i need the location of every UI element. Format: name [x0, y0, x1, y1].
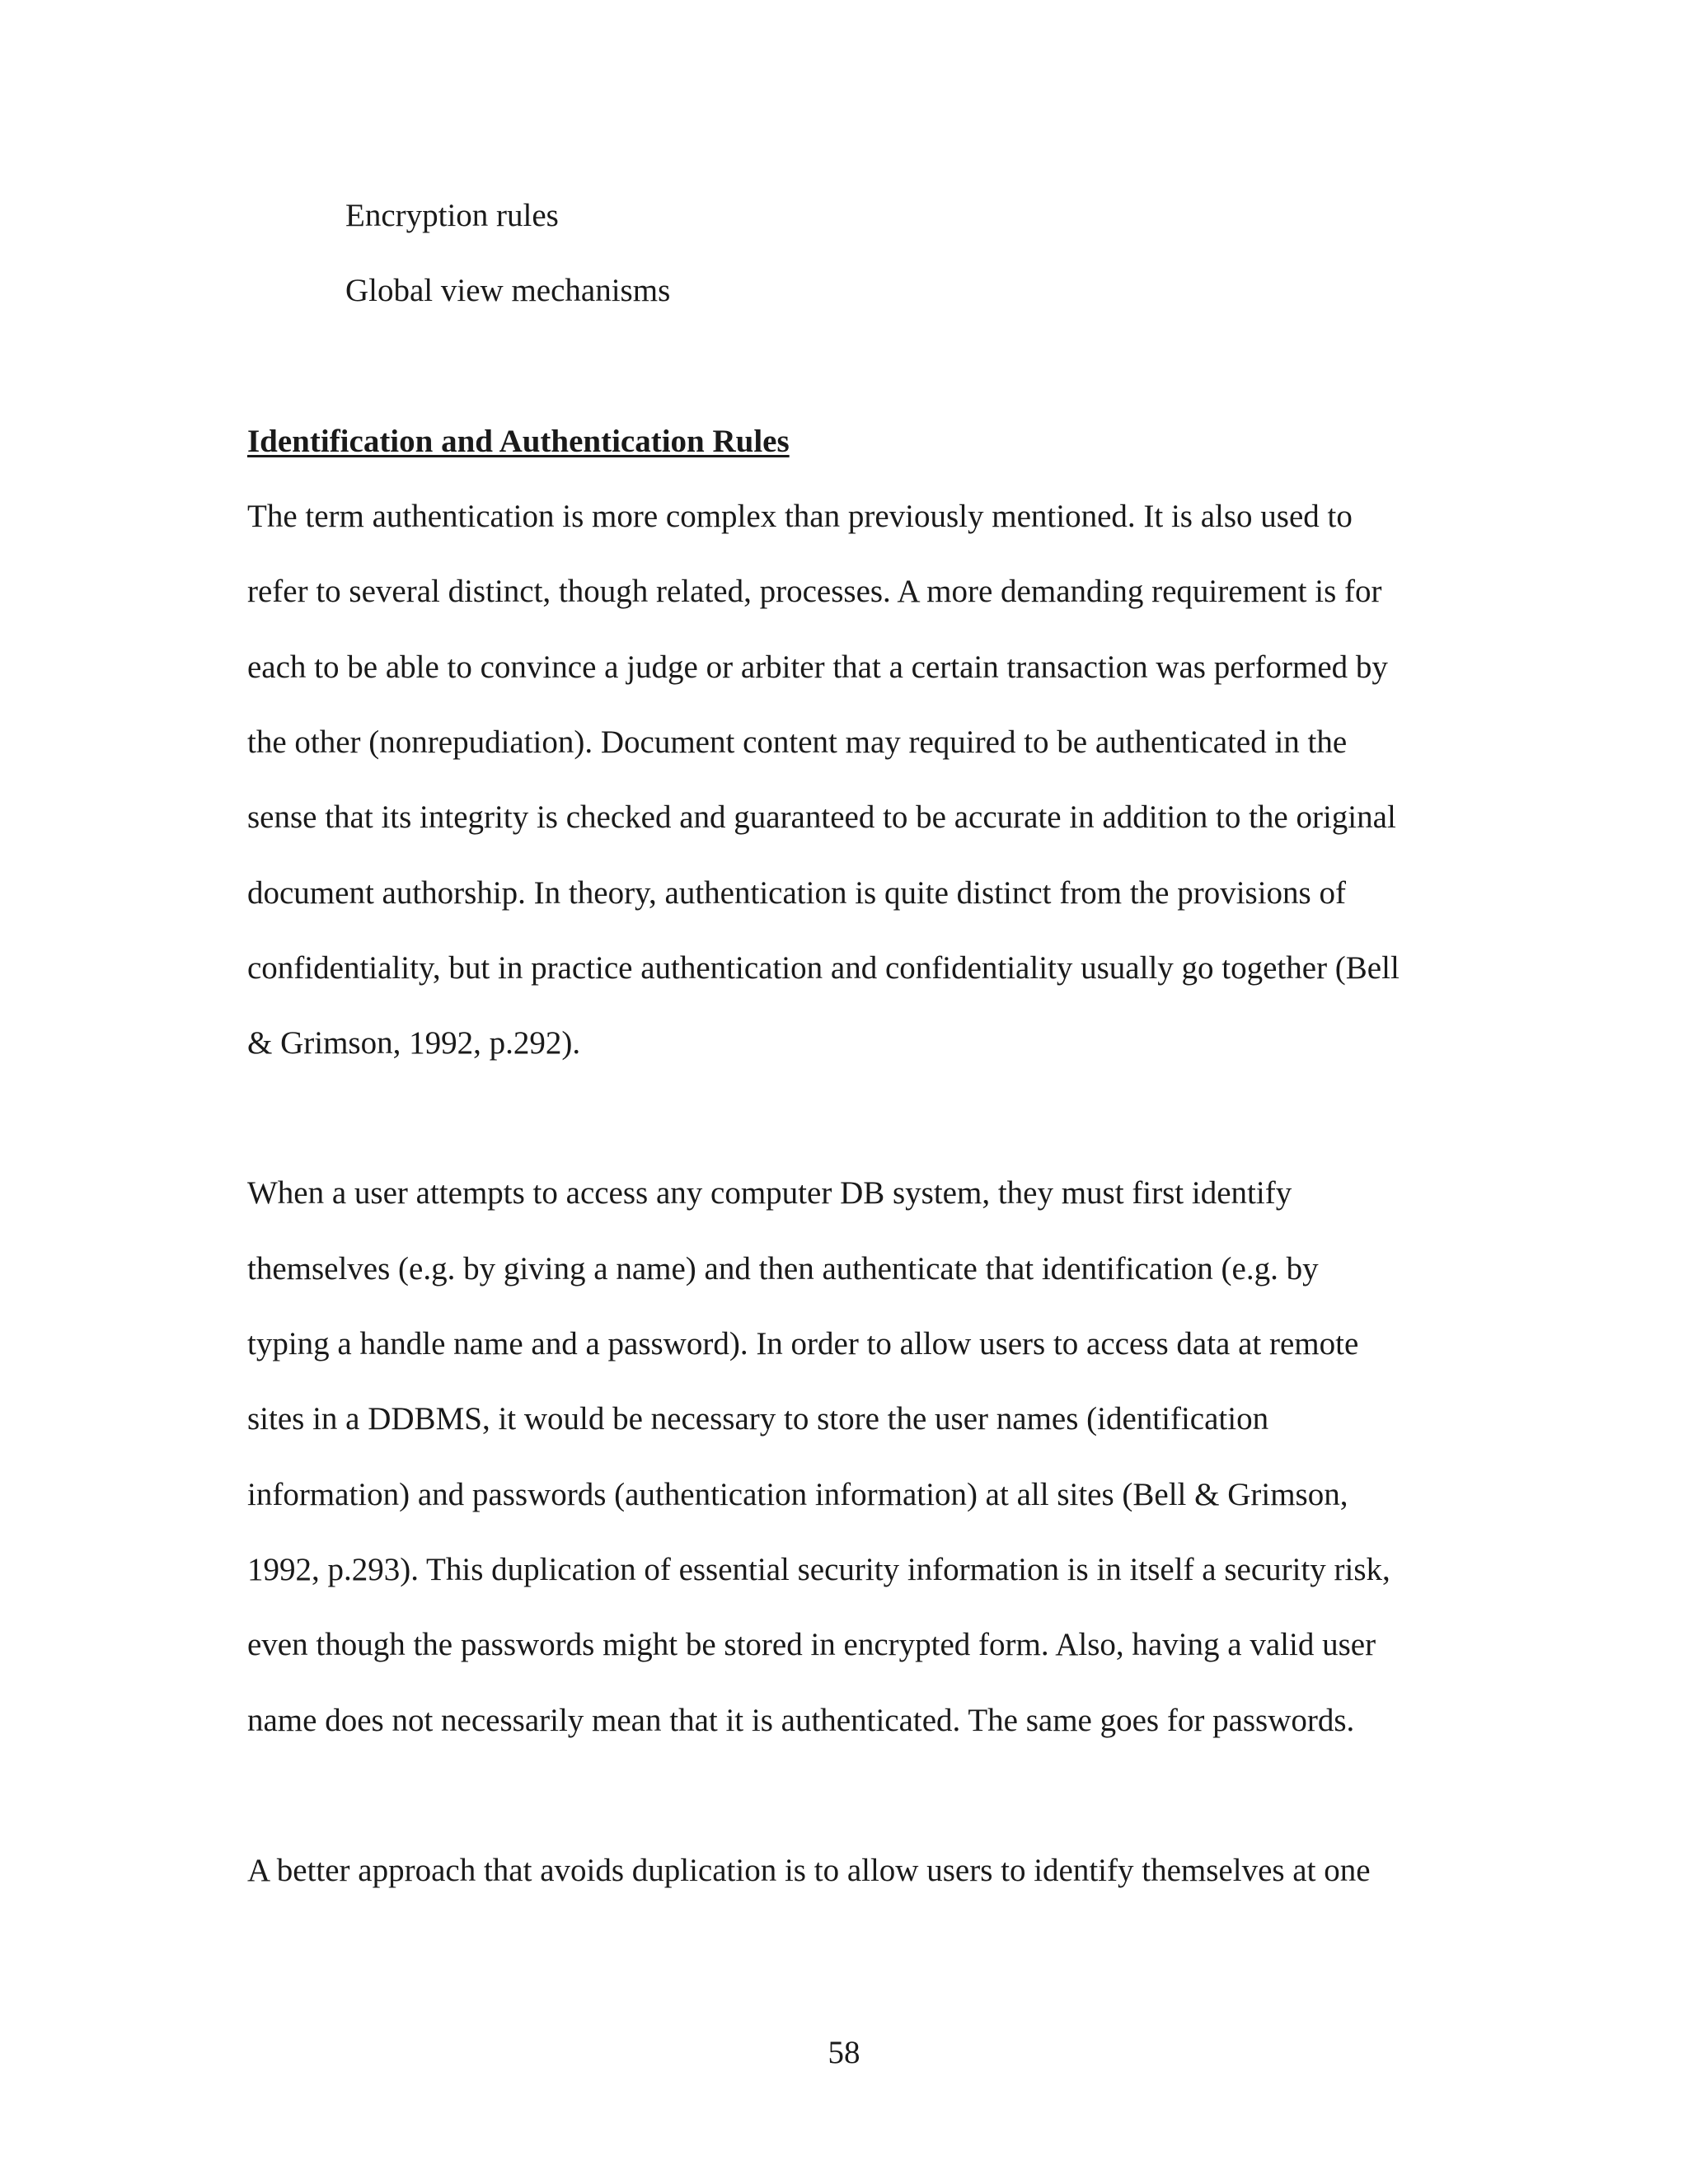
paragraph-line: typing a handle name and a password). In order to allow users to access data at remote [247, 1326, 1359, 1361]
paragraph-line: A better approach that avoids duplication is to allow users to identify themselves at one [247, 1853, 1371, 1888]
paragraph-line: & Grimson, 1992, p.292). [247, 1025, 581, 1061]
paragraph-line: each to be able to convince a judge or arbiter that a certain transaction was performed by [247, 649, 1388, 685]
paragraph-line: sense that its integrity is checked and guaranteed to be accurate in addition to the original [247, 799, 1396, 835]
paragraph-line: even though the passwords might be stored in encrypted form. Also, having a valid user [247, 1627, 1376, 1662]
paragraph-line: 1992, p.293). This duplication of essential security information is in itself a security risk, [247, 1552, 1390, 1587]
paragraph-line: The term authentication is more complex than previously mentioned. It is also used to [247, 499, 1353, 534]
paragraph-line: confidentiality, but in practice authentication and confidentiality usually go together (Bell [247, 950, 1400, 986]
paragraph-line: name does not necessarily mean that it is authenticated. The same goes for passwords. [247, 1703, 1355, 1738]
section-heading: Identification and Authentication Rules [247, 424, 790, 459]
list-item-global-view-mechanisms: Global view mechanisms [345, 273, 671, 308]
paragraph-line: the other (nonrepudiation). Document content may required to be authenticated in the [247, 724, 1348, 760]
paragraph-line: sites in a DDBMS, it would be necessary to store the user names (identification [247, 1401, 1269, 1436]
list-item-encryption-rules: Encryption rules [345, 198, 559, 233]
page-number: 58 [828, 2035, 860, 2070]
paragraph-line: refer to several distinct, though related, processes. A more demanding requirement is for [247, 574, 1382, 609]
paragraph-line: themselves (e.g. by giving a name) and then authenticate that identification (e.g. by [247, 1251, 1319, 1286]
paragraph-line: document authorship. In theory, authentication is quite distinct from the provisions of [247, 875, 1346, 911]
paragraph-line: information) and passwords (authentication information) at all sites (Bell & Grimson, [247, 1477, 1348, 1512]
paragraph-line: When a user attempts to access any computer DB system, they must first identify [247, 1175, 1292, 1211]
